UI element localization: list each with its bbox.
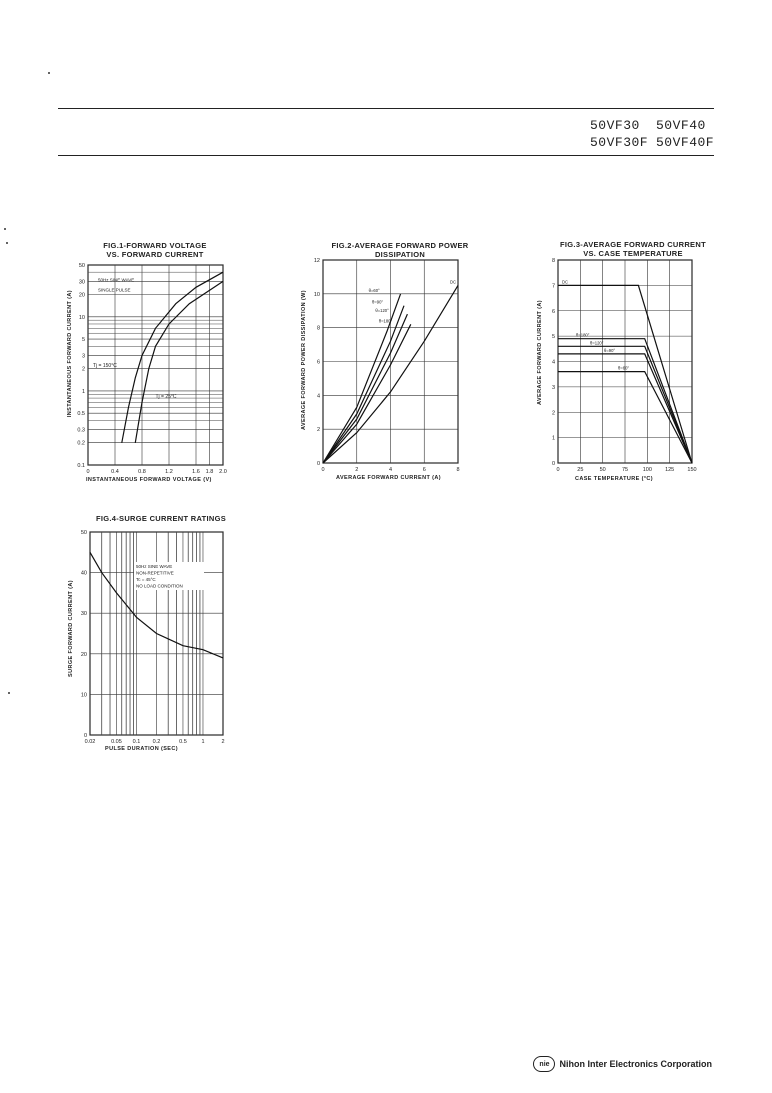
chart-svg [551, 258, 697, 473]
part-number: 50VF40F [656, 135, 715, 150]
x-tick-label: 125 [665, 467, 675, 473]
y-tick-label: 8 [551, 258, 555, 264]
series-line-0 [122, 272, 223, 443]
y-tick-label: 0 [551, 461, 555, 467]
y-tick-label: 1 [551, 435, 555, 442]
fig1-curve-label: Tj = 150°C [93, 363, 117, 370]
fig2-title-line1: FIG.2-AVERAGE FORWARD POWER [331, 241, 469, 250]
y-tick-label: 0.5 [77, 411, 85, 418]
y-tick-label: 4 [316, 393, 320, 400]
fig4-title [86, 514, 236, 523]
y-tick-label: 10 [80, 692, 87, 699]
y-tick-label: 50 [80, 530, 87, 536]
scan-speck [4, 228, 6, 230]
scan-speck [6, 242, 8, 244]
fig2-xlabel: AVERAGE FORWARD CURRENT (A) [336, 475, 442, 481]
y-tick-label: 30 [78, 279, 85, 286]
y-tick-label: 2 [316, 427, 320, 434]
x-tick-label: 75 [621, 467, 629, 473]
series-label: θ=60° [618, 365, 630, 371]
series-label: θ=180° [576, 332, 590, 338]
x-tick-label: 25 [577, 467, 584, 473]
fig4-note-text: 50Hz SINE WAVE [136, 564, 173, 569]
scan-speck [8, 692, 10, 694]
fig2-chart [313, 258, 460, 473]
y-tick-label: 3 [81, 353, 85, 360]
series-line-1 [135, 281, 223, 442]
y-tick-label: 2 [551, 410, 555, 417]
x-tick-label: 0 [321, 467, 325, 473]
x-tick-label: 0.02 [84, 739, 96, 745]
fig2-ylabel: AVERAGE FORWARD POWER DISSIPATION (W) [301, 290, 307, 430]
fig3-title [548, 240, 718, 258]
x-tick-label: 4 [388, 467, 393, 473]
x-tick-label: 8 [456, 467, 460, 473]
series-label: θ=60° [368, 287, 380, 293]
fig3-chart [551, 258, 697, 473]
x-tick-label: 6 [422, 467, 426, 473]
y-tick-label: 7 [551, 283, 555, 290]
y-tick-label: 0 [83, 733, 87, 739]
fig4-ylabel: SURGE FORWARD CURRENT (A) [68, 580, 74, 677]
series-label: DC [450, 279, 457, 285]
fig4-xlabel: PULSE DURATION (SEC) [105, 746, 178, 752]
fig4-note-text: NON-REPETITIVE [136, 570, 174, 576]
fig1-chart [77, 263, 227, 475]
y-tick-label: 2 [81, 366, 85, 373]
y-tick-label: 0 [316, 461, 320, 467]
x-tick-label: 100 [642, 467, 652, 473]
chart-svg [80, 530, 225, 745]
series-label: θ=90° [604, 347, 616, 353]
x-tick-label: 0.2 [152, 739, 161, 745]
y-tick-label: 0.1 [77, 463, 85, 469]
fig3-ylabel: AVERAGE FORWARD CURRENT (A) [537, 300, 543, 406]
y-tick-label: 40 [80, 570, 87, 577]
y-tick-label: 1 [81, 388, 85, 395]
y-tick-label: 3 [551, 384, 555, 391]
fig4-note-text: Tc = 45°C [136, 577, 156, 582]
x-tick-label: 150 [687, 467, 697, 473]
scan-speck [48, 72, 50, 74]
x-tick-label: 2 [221, 739, 225, 745]
x-tick-label: 2.0 [219, 469, 227, 475]
part-number: 50VF40 [656, 118, 706, 133]
x-tick-label: 0 [556, 467, 560, 473]
x-tick-label: 2 [355, 467, 359, 473]
fig3-title-line1: FIG.3-AVERAGE FORWARD CURRENT [560, 240, 706, 249]
y-tick-label: 20 [78, 292, 85, 299]
series-label: θ=120° [375, 308, 389, 314]
fig1-legend-text: SINGLE PULSE [98, 287, 131, 293]
y-tick-label: 8 [316, 325, 320, 332]
x-tick-label: 0 [86, 469, 90, 475]
company-name: Nihon Inter Electronics Corporation [559, 1059, 712, 1069]
y-tick-label: 10 [313, 291, 320, 298]
fig1-legend-text: 50Hz SINE WAVE [98, 277, 135, 283]
x-tick-label: 1.2 [165, 469, 173, 475]
fig1-xlabel: INSTANTANEOUS FORWARD VOLTAGE (V) [86, 477, 212, 483]
y-tick-label: 12 [313, 258, 320, 264]
x-tick-label: 50 [599, 467, 606, 473]
series-line-2 [323, 314, 407, 463]
series-label: θ=180° [378, 318, 393, 324]
chart-svg [77, 263, 227, 475]
fig2-title-line2: DISSIPATION [374, 250, 426, 259]
fig4-title-line1: FIG.4-SURGE CURRENT RATINGS [95, 514, 227, 523]
y-tick-label: 5 [81, 337, 85, 344]
y-tick-label: 10 [78, 314, 85, 321]
part-number: 50VF30 [590, 118, 640, 133]
series-label: DC [562, 279, 569, 285]
fig1-title [70, 241, 240, 259]
y-tick-label: 6 [316, 359, 320, 366]
y-tick-label: 5 [551, 334, 555, 341]
x-tick-label: 0.8 [138, 469, 146, 475]
header-rule-bottom [58, 155, 714, 156]
chart-svg [313, 258, 460, 473]
x-tick-label: 0.1 [132, 739, 141, 745]
fig4-chart [80, 530, 225, 745]
company-footer [533, 1056, 712, 1072]
y-tick-label: 4 [551, 359, 555, 366]
part-number: 50VF30F [590, 135, 649, 150]
fig1-ylabel: INSTANTANEOUS FORWARD CURRENT (A) [67, 290, 73, 418]
fig1-title-line2: VS. FORWARD CURRENT [106, 250, 204, 259]
x-tick-label: 1.8 [205, 469, 214, 475]
y-tick-label: 0.2 [77, 440, 85, 447]
series-line-3 [323, 306, 404, 463]
company-logo-icon: nie [533, 1056, 555, 1072]
fig3-xlabel: CASE TEMPERATURE (°C) [575, 476, 654, 482]
series-label: θ=90° [372, 299, 384, 305]
x-tick-label: 0.4 [111, 469, 119, 475]
series-label: θ=120° [590, 340, 604, 346]
header-rule-top [58, 108, 714, 109]
x-tick-label: 1.6 [192, 469, 200, 475]
fig3-title-line2: VS. CASE TEMPERATURE [583, 249, 683, 258]
y-tick-label: 6 [551, 308, 555, 315]
x-tick-label: 1 [201, 739, 205, 745]
fig1-title-line1: FIG.1-FORWARD VOLTAGE [103, 241, 207, 250]
fig1-curve-label: Tj = 25°C [155, 394, 177, 401]
x-tick-label: 0.5 [179, 739, 187, 745]
y-tick-label: 30 [80, 611, 87, 618]
fig2-title [310, 241, 490, 259]
x-tick-label: 0.05 [111, 739, 122, 745]
y-tick-label: 50 [78, 263, 85, 269]
fig4-note-text: NO LOAD CONDITION [136, 583, 183, 589]
y-tick-label: 20 [80, 651, 87, 658]
y-tick-label: 0.3 [77, 427, 85, 434]
